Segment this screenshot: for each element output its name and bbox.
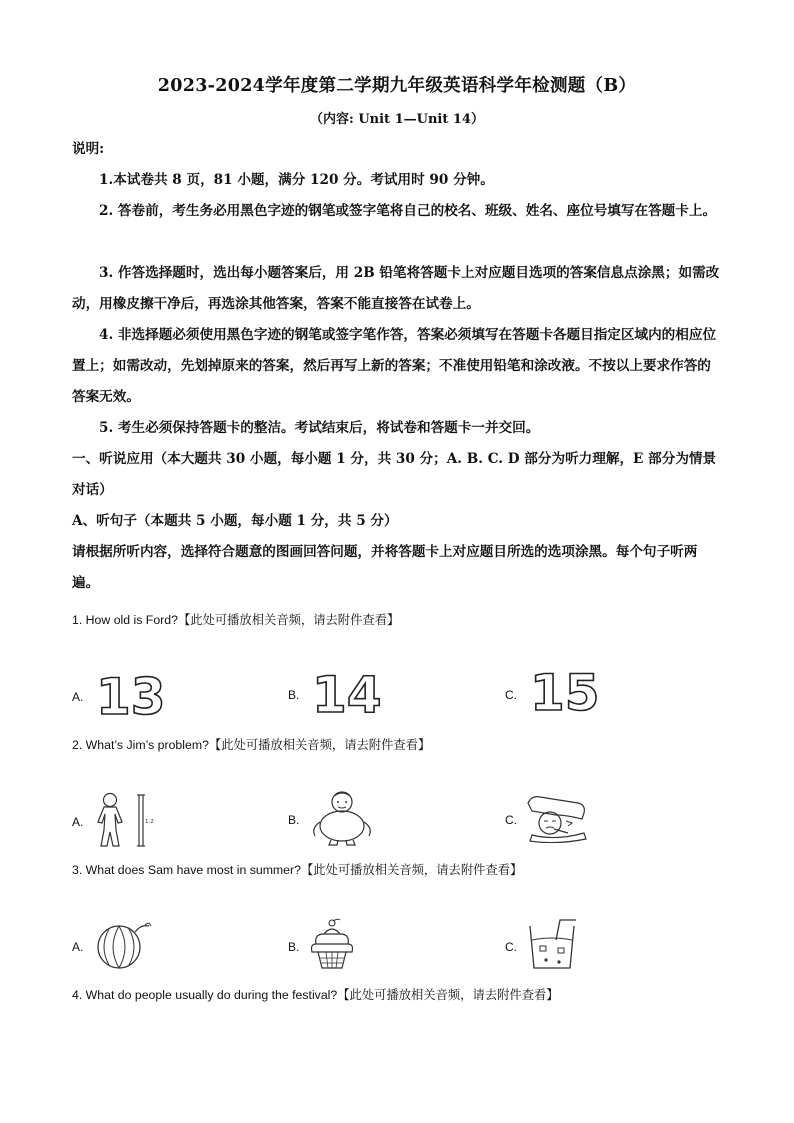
option-c-label: C. [505,813,517,827]
audio-note: 【此处可播放相关音频，请去附件查看】 [177,613,400,627]
section-heading: 一、听说应用（本大题共 30 小题，每小题 1 分，共 30 分；A. B. C. D 部分为听力理解，E 部分为情景对话） [72,451,717,498]
option-a-label: A. [72,690,84,704]
audio-note: 【此处可播放相关音频，请去附件查看】 [337,988,559,1002]
number-14-picture [312,670,382,718]
instruction-item: 1.本试卷共 8 页，81 小题，满分 120 分。考试用时 90 分钟。 [99,172,494,188]
question-1 [72,610,399,628]
number-15-text: 15 [530,668,600,716]
part-a-directions: 请根据所听内容，选择符合题意的图画回答问题，并将答题卡上对应题目所选的选项涂黑。每个句子听两遍。 [72,544,698,591]
number-14-text: 14 [312,670,382,718]
watermelon-icon [97,920,155,970]
option-a-label: A. [72,815,84,829]
instruction-item: 5. 考生必须保持答题卡的整洁。考试结束后，将试卷和答题卡一并交回。 [99,420,540,436]
question-3 [72,860,522,878]
page-subtitle: （内容: Unit 1—Unit 14） [310,112,484,127]
ice-cream-icon [308,918,362,970]
instructions-heading: 说明: [72,141,105,157]
question-text: 4. What do people usually do during the festival? [72,988,338,1002]
option-a-label: A. [72,940,84,954]
option-b-label: B. [288,940,300,954]
audio-note: 【此处可播放相关音频，请去附件查看】 [300,863,523,877]
tall-thin-person-picture [95,792,157,848]
question-2 [72,735,430,753]
number-13-text: 13 [96,672,166,720]
instruction-item: 4. 非选择题必须使用黑色字迹的钢笔或签字笔作答，答案必须填写在答题卡各题目指定区域内的相应位置上；如需改动，先划掉原来的答案，然后再写上新的答案；不准使用铅笔和涂改液。不按以上要求作答的答案无效。 [72,327,717,405]
question-4 [72,985,559,1003]
audio-note: 【此处可播放相关音频，请去附件查看】 [208,738,431,752]
part-a-heading: A、听句子（本题共 5 小题，每小题 1 分，共 5 分） [72,513,398,529]
number-13-picture [96,672,166,720]
page-title: 2023-2024学年度第二学期九年级英语科学年检测题（B） [157,76,637,96]
question-text: 3. What does Sam have most in summer? [72,863,301,877]
option-c-label: C. [505,688,517,702]
option-b-label: B. [288,813,300,827]
option-b-label: B. [288,688,300,702]
number-15-picture [530,668,600,716]
option-c-label: C. [505,940,517,954]
question-text: 1. How old is Ford? [72,613,178,627]
overweight-boy-picture [307,790,377,846]
question-text: 2. What’s Jim’s problem? [72,738,209,752]
sick-boy-in-bed-picture [526,793,588,843]
instruction-item: 3. 作答选择题时，选出每小题答案后，用 2B 铅笔将答题卡上对应题目选项的答案信息点涂黑；如需改动，用橡皮擦干净后，再选涂其他答案，答案不能直接答在试卷上。 [72,265,720,312]
cold-drink-icon [526,918,586,970]
height-label: 1.2 [145,819,154,825]
instruction-item: 2. 答卷前，考生务必用黑色字迹的钢笔或签字笔将自己的校名、班级、姓名、座位号填写在答题卡上。 [99,203,717,219]
